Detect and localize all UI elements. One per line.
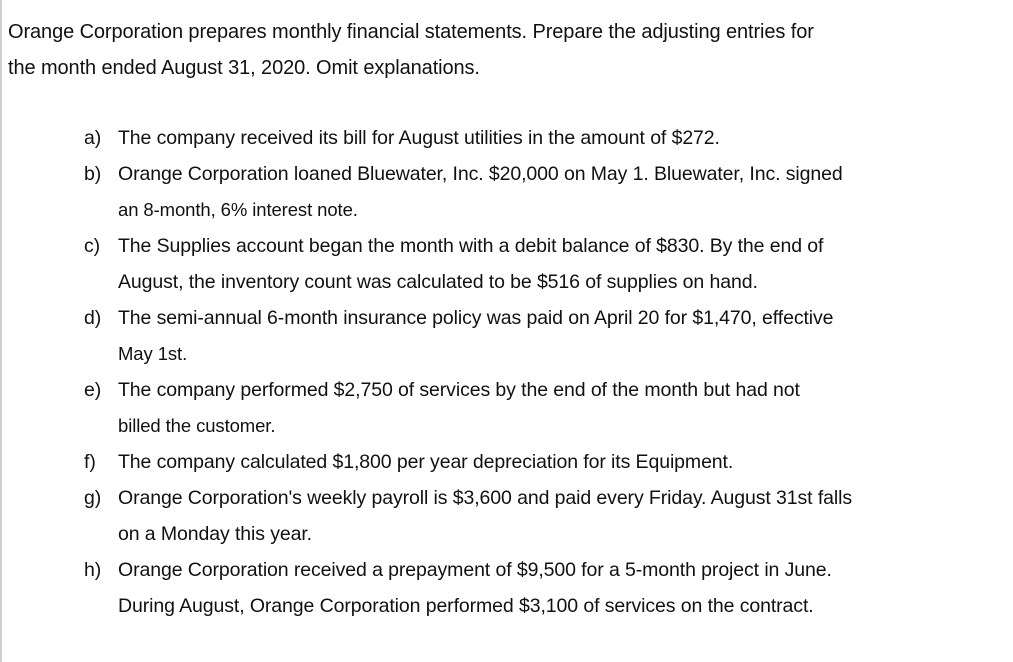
item-text-line: The semi-annual 6-month insurance policy was paid on April 20 for $1,470, effective	[118, 307, 834, 329]
item-text-line: During August, Orange Corporation performed $3,100 of services on the contract.	[118, 595, 814, 617]
item-letter: d)	[84, 307, 102, 329]
item-text-line: The company received its bill for August utilities in the amount of $272.	[118, 127, 720, 149]
item-letter: b)	[84, 163, 102, 185]
item-letter: h)	[84, 559, 102, 581]
transaction-item-e	[84, 372, 984, 444]
item-text-line: May 1st.	[118, 343, 188, 364]
instructions-line-1: Orange Corporation prepares monthly financial statements. Prepare the adjusting entries for	[8, 21, 814, 43]
item-text-line: The company calculated $1,800 per year depreciation for its Equipment.	[118, 451, 734, 473]
item-text-line: Orange Corporation received a prepayment of $9,500 for a 5-month project in June.	[118, 559, 832, 581]
transaction-item-h	[84, 552, 984, 624]
transaction-item-g	[84, 480, 984, 552]
item-text-line: an 8-month, 6% interest note.	[118, 199, 358, 220]
instructions-line-2: the month ended August 31, 2020. Omit explanations.	[8, 57, 480, 79]
item-text-line: Orange Corporation's weekly payroll is $3,600 and paid every Friday. August 31st falls	[118, 487, 852, 509]
item-text-line: The company performed $2,750 of services by the end of the month but had not	[118, 379, 800, 401]
item-letter: f)	[84, 451, 96, 473]
item-letter: c)	[84, 235, 101, 257]
item-letter: e)	[84, 379, 102, 401]
item-text-line: Orange Corporation loaned Bluewater, Inc. $20,000 on May 1. Bluewater, Inc. signed	[118, 163, 843, 185]
transaction-item-c	[84, 228, 984, 300]
item-text-line: billed the customer.	[118, 415, 276, 436]
transaction-item-a	[84, 120, 984, 156]
problem-instructions	[8, 14, 1008, 86]
item-letter: a)	[84, 127, 102, 149]
item-text-line: The Supplies account began the month with a debit balance of $830. By the end of	[118, 235, 824, 257]
transaction-item-f	[84, 444, 984, 480]
transaction-item-d	[84, 300, 984, 372]
item-text-line: on a Monday this year.	[118, 523, 312, 545]
item-letter: g)	[84, 487, 102, 509]
item-text-line: August, the inventory count was calculated to be $516 of supplies on hand.	[118, 271, 758, 293]
transaction-item-b	[84, 156, 984, 228]
transaction-list	[84, 120, 984, 624]
left-border-rule	[0, 0, 2, 662]
